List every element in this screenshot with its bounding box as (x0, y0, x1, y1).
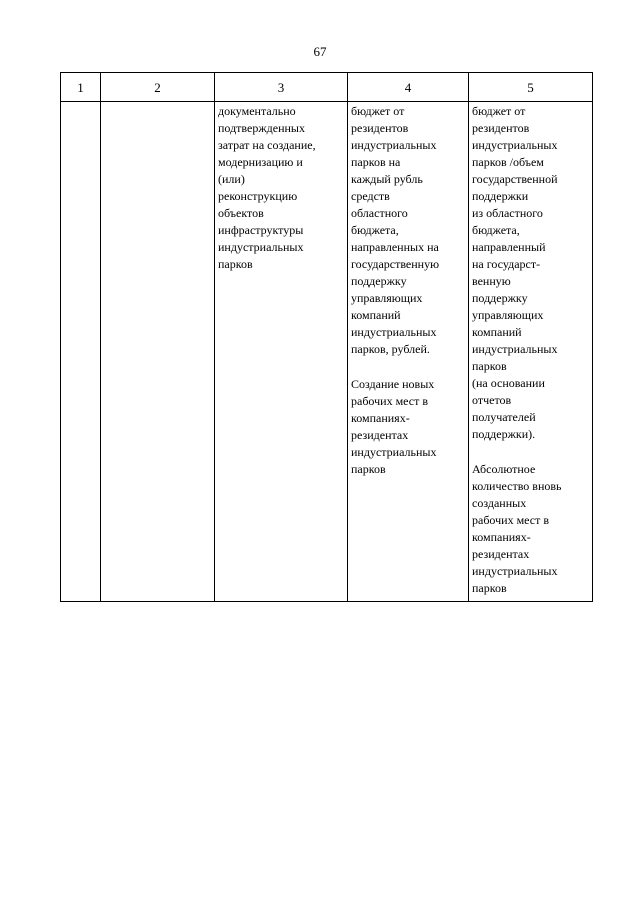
cell-col-1 (61, 102, 101, 602)
header-cell-3: 3 (215, 73, 348, 102)
header-cell-2: 2 (101, 73, 215, 102)
header-row (61, 73, 593, 102)
cell-col-1-text (61, 102, 100, 103)
cell-col-5 (469, 102, 593, 602)
page-number: 67 (313, 44, 327, 59)
cell-col-3-text: документально подтвержденных затрат на создание, модернизацию и (или) реконструкцию объектов инфраструктуры индустриальных парков (218, 104, 316, 271)
cell-col-5-block-2: Абсолютное количество вновь созданных рабочих мест в компаниях- резидентах индустриальных парков (472, 462, 562, 595)
header-cell-1: 1 (61, 73, 101, 102)
indicators-table (60, 72, 593, 602)
cell-col-4-block-1: бюджет от резидентов индустриальных парков на каждый рубль средств областного бюджета, направленных на государственную поддержку управляющих компаний индустриальных парков, рублей. (351, 104, 440, 356)
cell-col-4 (348, 102, 469, 602)
cell-col-3 (215, 102, 348, 602)
cell-col-4-block-2: Создание новых рабочих мест в компаниях- резидентах индустриальных парков (351, 377, 437, 476)
table-row (61, 102, 593, 602)
cell-col-5-block-1: бюджет от резидентов индустриальных парков /объем государственной поддержки из областного бюджета, направленный на государст- венную поддержку управляющих компаний индустриальных парков (на основании отчетов получателей поддержки). (472, 104, 558, 441)
header-cell-4: 4 (348, 73, 469, 102)
header-cell-5: 5 (469, 73, 593, 102)
cell-col-2-text (101, 102, 214, 103)
cell-col-2 (101, 102, 215, 602)
